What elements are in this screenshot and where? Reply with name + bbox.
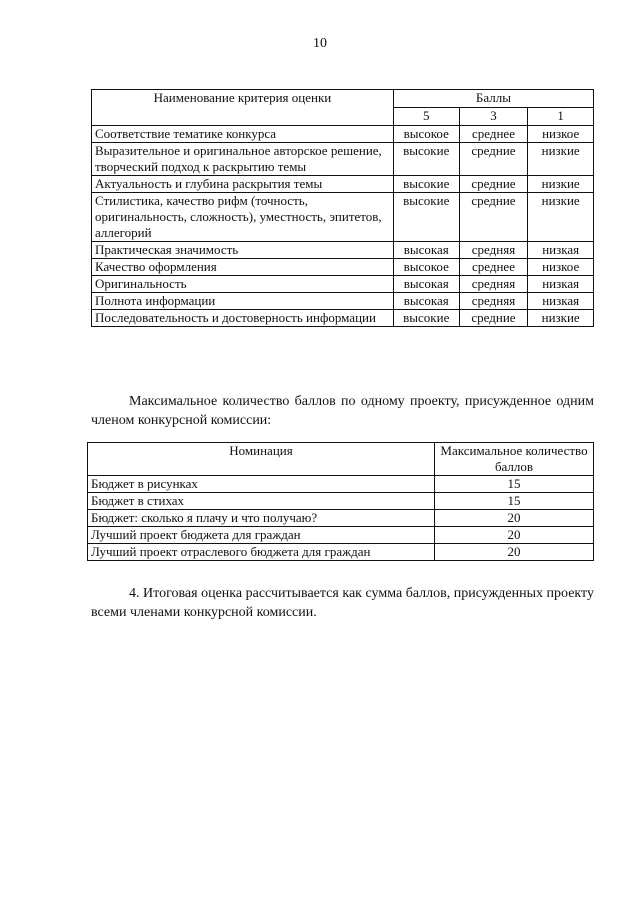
criterion-cell: Практическая значимость: [92, 242, 394, 259]
criterion-cell: Соответствие тематике конкурса: [92, 126, 394, 143]
score-1-cell: низкие: [528, 143, 594, 176]
score-5-cell: высокая: [393, 242, 459, 259]
table-row: [92, 259, 594, 276]
criterion-cell: Актуальность и глубина раскрытия темы: [92, 176, 394, 193]
score-5-cell: высокие: [393, 310, 459, 327]
criterion-cell: Оригинальность: [92, 276, 394, 293]
max-points-cell: 20: [435, 544, 594, 561]
nomination-cell: Бюджет в рисунках: [88, 476, 435, 493]
criterion-cell: Качество оформления: [92, 259, 394, 276]
header-score-1: 1: [528, 108, 594, 126]
page-number: 10: [313, 36, 327, 51]
table-row: [88, 510, 594, 527]
criterion-cell: Последовательность и достоверность информации: [92, 310, 394, 327]
header-max-points: Максимальное количество баллов: [435, 443, 594, 476]
score-1-cell: низкая: [528, 242, 594, 259]
score-5-cell: высокая: [393, 293, 459, 310]
max-points-cell: 15: [435, 476, 594, 493]
score-3-cell: среднее: [459, 126, 528, 143]
score-1-cell: низкая: [528, 293, 594, 310]
max-points-cell: 20: [435, 527, 594, 544]
nomination-cell: Бюджет в стихах: [88, 493, 435, 510]
header-points: Баллы: [393, 90, 593, 108]
max-points-cell: 15: [435, 493, 594, 510]
score-5-cell: высокое: [393, 126, 459, 143]
score-3-cell: средняя: [459, 293, 528, 310]
score-5-cell: высокая: [393, 276, 459, 293]
score-3-cell: среднее: [459, 259, 528, 276]
table-row: [88, 527, 594, 544]
table-row: [92, 143, 594, 176]
score-1-cell: низкие: [528, 310, 594, 327]
table-row: [92, 126, 594, 143]
score-3-cell: средние: [459, 176, 528, 193]
nomination-cell: Лучший проект бюджета для граждан: [88, 527, 435, 544]
header-score-5: 5: [393, 108, 459, 126]
table-row: [88, 544, 594, 561]
table-row: [88, 476, 594, 493]
criterion-cell: Стилистика, качество рифм (точность, оригинальность, сложность), уместность, эпитетов, аллегорий: [92, 193, 394, 242]
table-row: [92, 310, 594, 327]
score-5-cell: высокие: [393, 143, 459, 176]
nomination-cell: Лучший проект отраслевого бюджета для граждан: [88, 544, 435, 561]
table-row: [92, 242, 594, 259]
nominations-table: [87, 442, 594, 561]
score-5-cell: высокие: [393, 193, 459, 242]
header-score-3: 3: [459, 108, 528, 126]
score-1-cell: низкое: [528, 126, 594, 143]
score-5-cell: высокие: [393, 176, 459, 193]
score-3-cell: средние: [459, 310, 528, 327]
table-row: [88, 493, 594, 510]
criterion-cell: Выразительное и оригинальное авторское решение, творческий подход к раскрытию темы: [92, 143, 394, 176]
criterion-cell: Полнота информации: [92, 293, 394, 310]
score-5-cell: высокое: [393, 259, 459, 276]
table-row: [92, 276, 594, 293]
score-1-cell: низкая: [528, 276, 594, 293]
header-nomination: Номинация: [88, 443, 435, 476]
score-1-cell: низкое: [528, 259, 594, 276]
score-3-cell: средняя: [459, 276, 528, 293]
criteria-table: [91, 89, 594, 327]
header-criterion: Наименование критерия оценки: [92, 90, 394, 126]
score-3-cell: средние: [459, 193, 528, 242]
score-1-cell: низкие: [528, 176, 594, 193]
table-row: [92, 193, 594, 242]
max-points-cell: 20: [435, 510, 594, 527]
final-score-paragraph: 4. Итоговая оценка рассчитывается как сумма баллов, присужденных проекту всеми членами конкурсной комиссии.: [91, 586, 594, 620]
table-row: [92, 293, 594, 310]
nomination-cell: Бюджет: сколько я плачу и что получаю?: [88, 510, 435, 527]
table-row: [92, 176, 594, 193]
max-points-paragraph: Максимальное количество баллов по одному проекту, присужденное одним членом конкурсной комиссии:: [91, 394, 594, 428]
score-3-cell: средние: [459, 143, 528, 176]
score-3-cell: средняя: [459, 242, 528, 259]
score-1-cell: низкие: [528, 193, 594, 242]
